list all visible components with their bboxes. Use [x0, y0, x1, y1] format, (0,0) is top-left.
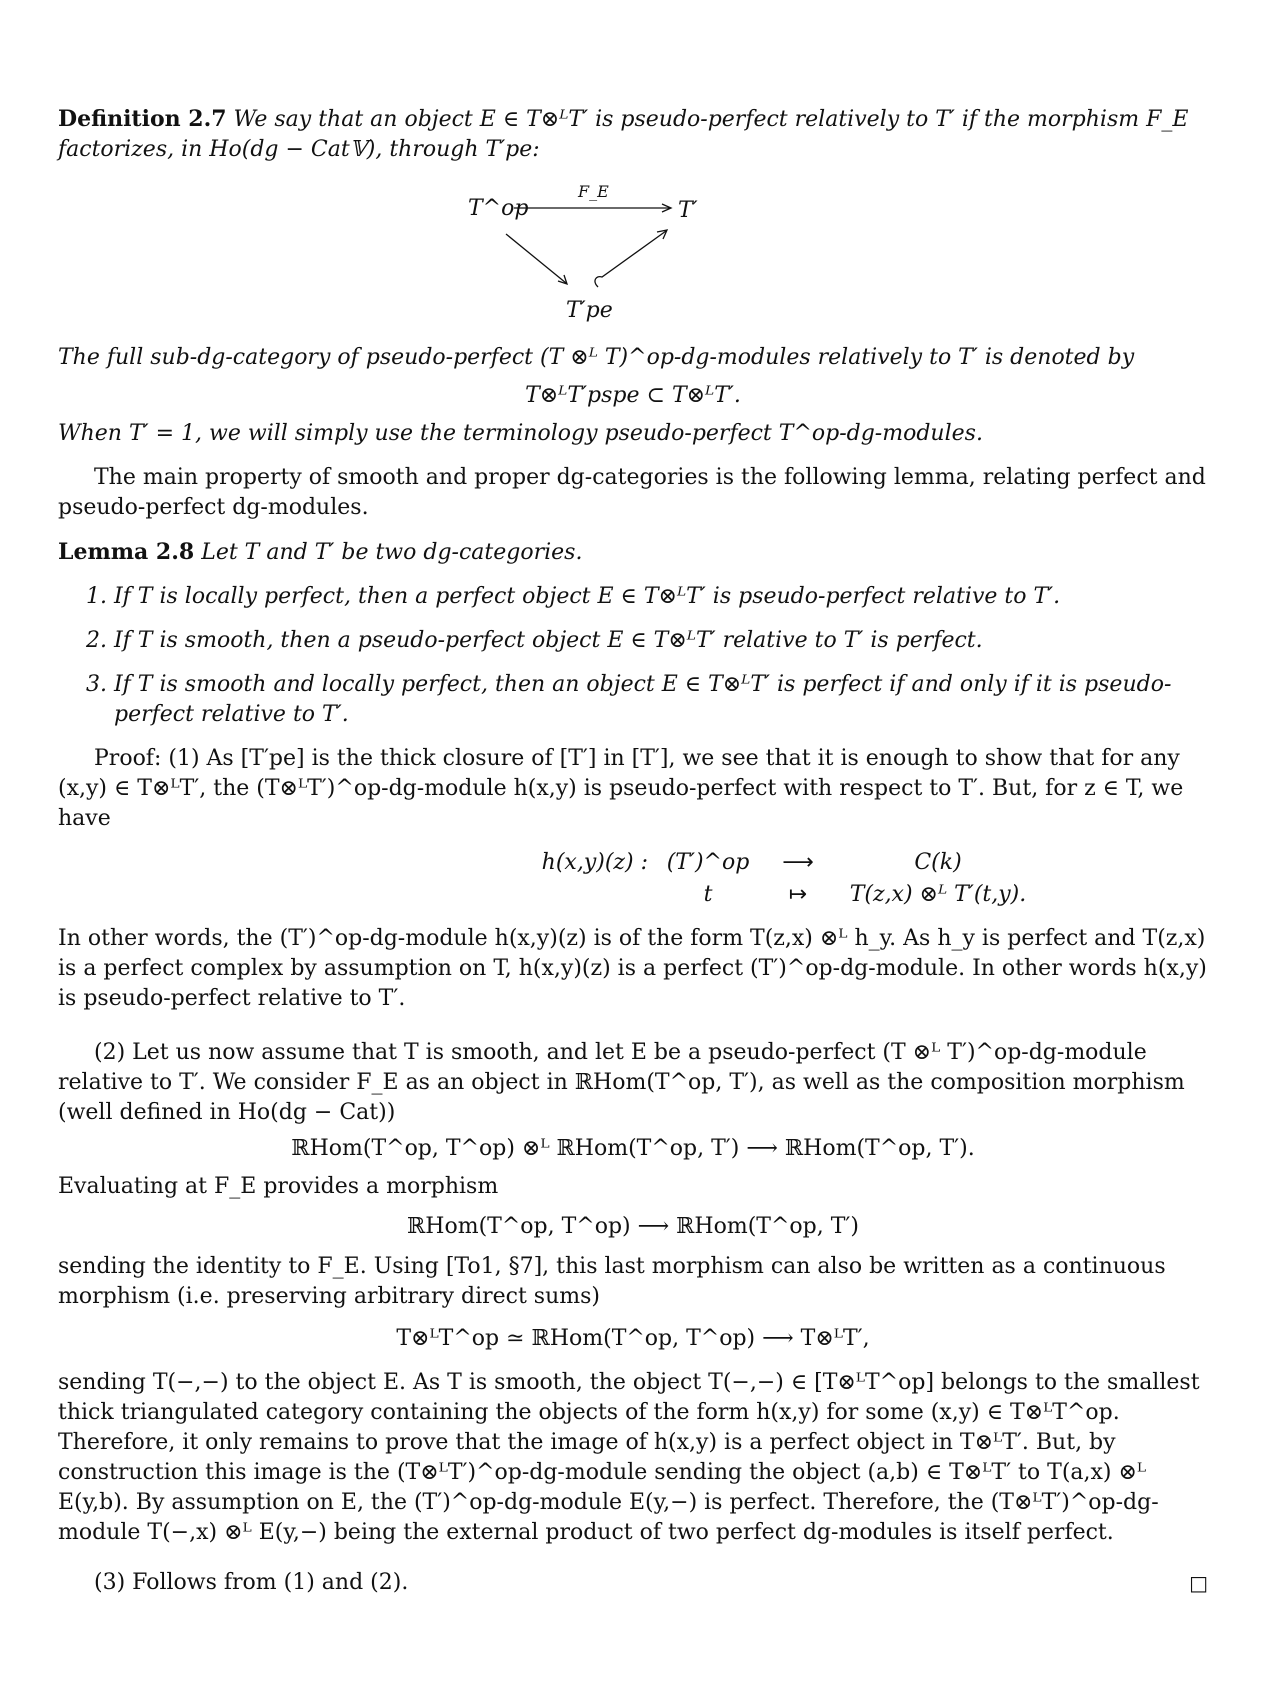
map-source: (T′)^op: [666, 850, 750, 875]
definition-line1: We say that an object E ∈ T⊗ᴸT′ is pseudo-perfect relatively to T′ if the morphism F_E: [233, 107, 1189, 132]
diagram-inclusion-arrow: [595, 231, 666, 287]
proof-paragraph-7: (3) Follows from (1) and (2).: [94, 1570, 409, 1595]
full-sub-sentence: The full sub-dg-category of pseudo-perfect (T ⊗ᴸ T)^op-dg-modules relatively to T′ is denoted by: [58, 345, 1135, 370]
when-line: When T′ = 1, we will simply use the terminology pseudo-perfect T^op-dg-modules.: [58, 421, 983, 446]
map-image: T(z,x) ⊗ᴸ T′(t,y).: [849, 882, 1027, 907]
proof-paragraph-5: sending the identity to F_E. Using [To1, §7], this last morphism can also be written as a continuous morphism (i.e. preserving arbitrary direct sums): [58, 1254, 1166, 1309]
diagram-down-arrow: [506, 234, 566, 283]
qed-symbol: □: [1189, 1571, 1208, 1595]
map-target: C(k): [914, 850, 962, 875]
lemma-item: 1. If T is locally perfect, then a perfect object E ∈ T⊗ᴸT′ is pseudo-perfect relative to T′.: [86, 584, 1061, 609]
intro-paragraph: The main property of smooth and proper dg-categories is the following lemma, relating perfect and pseudo-perfect dg-modules.: [58, 465, 1206, 520]
definition-block: [58, 104, 1208, 165]
formula-composition: ℝHom(T^op, T^op) ⊗ᴸ ℝHom(T^op, T′) ⟶ ℝHom(T^op, T′).: [291, 1136, 975, 1161]
proof-paragraph-3: (2) Let us now assume that T is smooth, and let E be a pseudo-perfect (T ⊗ᴸ T′)^op-dg-module relative to T′. We consider F_E as an object in ℝHom(T^op, T′), as well as the composition morphism (well defined in Ho(dg − Cat)): [58, 1040, 1185, 1125]
formula-evaluation: ℝHom(T^op, T^op) ⟶ ℝHom(T^op, T′): [407, 1214, 859, 1239]
lemma-item: 3. If T is smooth and locally perfect, then an object E ∈ T⊗ᴸT′ is perfect if and only if it is pseudo-perfect relative to T′.: [86, 672, 1172, 727]
proof-paragraph-4: Evaluating at F_E provides a morphism: [58, 1174, 499, 1199]
formula-continuous: T⊗ᴸT^op ≃ ℝHom(T^op, T^op) ⟶ T⊗ᴸT′,: [396, 1326, 870, 1351]
map-display: [58, 848, 1208, 910]
proof-paragraph-2: In other words, the (T′)^op-dg-module h(x,y)(z) is of the form T(z,x) ⊗ᴸ h_y. As h_y is perfect and T(z,x) is a perfect complex by assumption on T, h(x,y)(z) is a perfect (T′)^op-dg-module. In other words h(x,y) is pseudo-perfect relative to T′.: [58, 926, 1207, 1011]
page: [58, 104, 1208, 1598]
diagram-svg: [58, 179, 1208, 331]
diagram-node-bottom: T′pe: [566, 298, 613, 323]
proof-end: [58, 1568, 1208, 1598]
proof-paragraph-1: Proof: (1) As [T′pe] is the thick closure of [T′] in [T′], we see that it is enough to show that for any (x,y) ∈ T⊗ᴸT′, the (T⊗ᴸT′)^op-dg-module h(x,y) is pseudo-perfect with respect to T′. But, for z ∈ T, we have: [58, 746, 1184, 831]
lemma-label: Lemma 2.8: [58, 539, 195, 565]
lemma-text: Let T and T′ be two dg-categories.: [201, 540, 583, 565]
diagram-node-top-right: T′: [678, 198, 698, 223]
map-element: t: [703, 882, 713, 907]
diagram-node-top-left: T^op: [468, 196, 529, 221]
definition-label: Definition 2.7: [58, 106, 227, 132]
proof-paragraph-6: sending T(−,−) to the object E. As T is smooth, the object T(−,−) ∈ [T⊗ᴸT^op] belongs to the smallest thick triangulated category containing the objects of the form h(x,y) for some (x,y) ∈ T⊗ᴸT^op. Therefore, it only remains to prove that the image of h(x,y) is a perfect object in T⊗ᴸT′. But, by construction this image is the (T⊗ᴸT′)^op-dg-module sending the object (a,b) ∈ T⊗ᴸT′ to T(a,x) ⊗ᴸ E(y,b). By assumption on E, the (T′)^op-dg-module E(y,−) is perfect. Therefore, the (T⊗ᴸT′)^op-dg-module T(−,x) ⊗ᴸ E(y,−) being the external product of two perfect dg-modules is itself perfect.: [58, 1370, 1200, 1545]
definition-line2: factorizes, in Ho(dg − Cat𝕍), through T′pe:: [58, 137, 540, 162]
factorization-diagram: [58, 179, 1208, 331]
map-lhs: h(x,y)(z) :: [541, 850, 648, 875]
full-sub-formula: T⊗ᴸT′pspe ⊂ T⊗ᴸT′.: [525, 383, 741, 408]
map-arrow: ⟶: [782, 850, 814, 875]
lemma-item: 2. If T is smooth, then a pseudo-perfect object E ∈ T⊗ᴸT′ relative to T′ is perfect.: [86, 628, 983, 653]
map-to-arrow: ↦: [788, 882, 808, 907]
lemma-items: [86, 582, 1208, 730]
lemma-block: [58, 537, 1208, 568]
diagram-arrow-label: F_E: [578, 182, 609, 201]
